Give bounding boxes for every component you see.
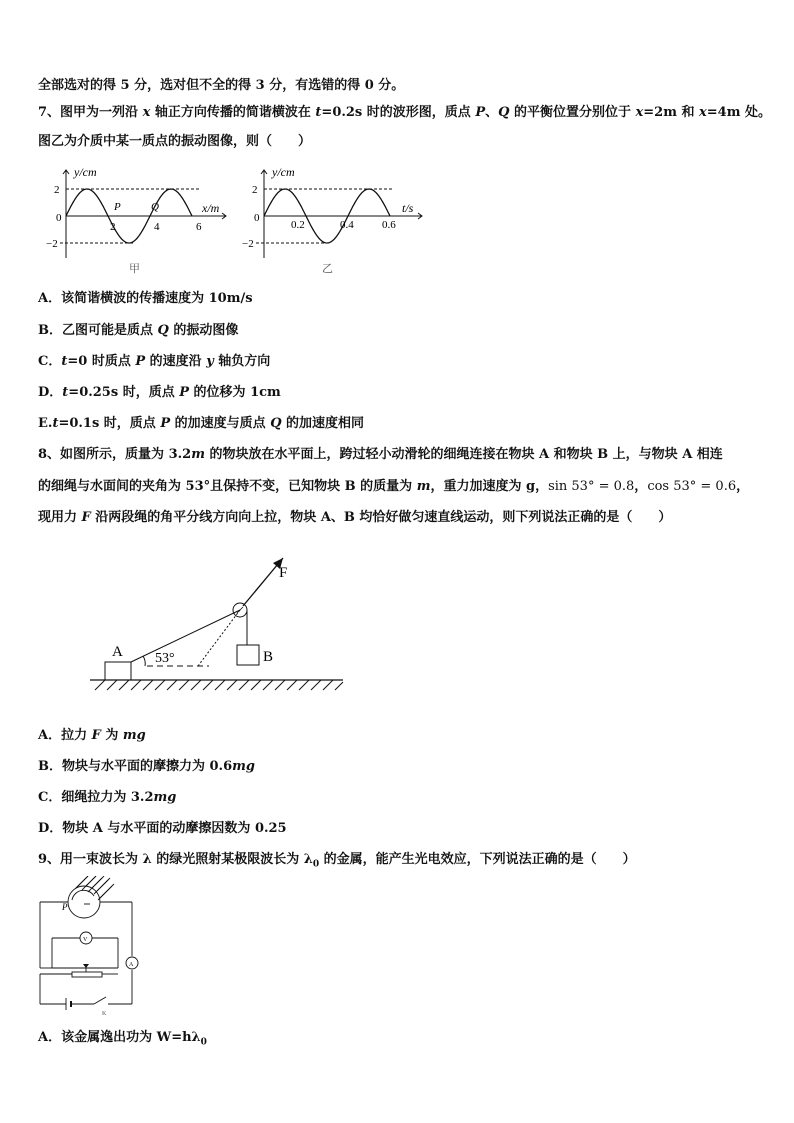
block-A (105, 662, 131, 680)
tick-t04: 0.4 (340, 219, 354, 231)
q7-stem-line2: 图乙为介质中某一质点的振动图像，则（ ） (38, 134, 312, 149)
q8-stem-line3: 现用力 F 沿两段绳的角平分线方向向上拉，物块 A、B 均恰好做匀速直线运动，则下列说法正确的是（ ） (38, 510, 672, 525)
tick-neg2: −2 (46, 238, 58, 250)
x-label: x/m (202, 201, 220, 215)
y-label: y/cm (74, 165, 97, 179)
caption-yi: 乙 (322, 263, 333, 275)
tick-t06: 0.6 (382, 219, 396, 231)
q7-graph-yi (236, 160, 436, 278)
slider-arrow (83, 964, 89, 968)
q9-option-a: A．该金属逸出功为 $W=h\lambda_0$ (38, 1030, 207, 1048)
point-P: P (114, 201, 121, 213)
q7-graph-jia (40, 160, 240, 278)
tick-0: 0 (254, 212, 260, 224)
tick-2: 2 (54, 184, 60, 196)
label-F: F (279, 565, 288, 581)
q9-stem-line1: 9、用一束波长为 λ 的绿光照射某极限波长为 $\lambda_0$ 的金属，能产生光电效应，下列说法正确的是（ ） (38, 852, 636, 870)
q7-option-e: E.t=0.1s 时，质点 P 的加速度与质点 Q 的加速度相同 (38, 416, 365, 431)
q8-option-c: C．细绳拉力为 3.2mg (38, 790, 177, 805)
label-A: A (112, 644, 123, 660)
tick-x4: 4 (154, 221, 160, 233)
point-Q: Q (151, 201, 159, 213)
tick-t02: 0.2 (291, 219, 305, 231)
label-P: P (62, 902, 68, 912)
label-B: B (263, 649, 274, 665)
q7-option-c: C．t=0 时质点 P 的速度沿 y 轴负方向 (38, 354, 271, 369)
t-label: t/s (402, 201, 414, 215)
tick-2: 2 (252, 184, 258, 196)
angle-bisector (198, 610, 240, 666)
rope-to-A (131, 610, 240, 662)
q7-option-d: D．t=0.25s 时，质点 P 的位移为 1cm (38, 385, 281, 400)
q7-option-b: B．乙图可能是质点 Q 的振动图像 (38, 323, 239, 338)
label-K: K (102, 1011, 107, 1016)
caption-jia: 甲 (129, 263, 140, 275)
ground-hatch (95, 680, 343, 690)
switch (94, 997, 106, 1004)
q8-stem-line1: 8、如图所示，质量为 3.2m 的物块放在水平面上，跨过轻小动滑轮的细绳连接在物块 A 和物块 B 上，与物块 A 相连 (38, 447, 723, 462)
q8-stem-line2: 的细绳与水面间的夹角为 53°且保持不变，已知物块 B 的质量为 m，重力加速度为 g，sin 53° = 0.8，cos 53° = 0.6， (38, 479, 750, 494)
q9-circuit (36, 876, 146, 1016)
label-A: A (129, 962, 134, 968)
label-angle: 53° (155, 651, 175, 666)
q8-option-d: D．物块 A 与水平面的动摩擦因数为 0.25 (38, 821, 287, 836)
q7-option-a: A．该简谐横波的传播速度为 10m/s (38, 291, 253, 306)
q8-figure (85, 548, 350, 698)
tick-0: 0 (56, 212, 62, 224)
tick-x2: 2 (110, 221, 116, 233)
q8-option-a: A．拉力 F 为 mg (38, 728, 146, 743)
intro-text: 全部选对的得 5 分，选对但不全的得 3 分，有选错的得 0 分。 (38, 78, 405, 93)
block-B (237, 645, 259, 665)
q7-stem-line1: 7、图甲为一列沿 x 轴正方向传播的简谐横波在 t=0.2s 时的波形图，质点 P、Q 的平衡位置分别位于 x=2m 和 x=4m 处。 (38, 105, 772, 120)
photocell-tube (68, 886, 100, 918)
tick-x6: 6 (196, 221, 202, 233)
y-label: y/cm (272, 165, 295, 179)
angle-arc (143, 656, 145, 666)
tick-neg2: −2 (242, 238, 254, 250)
label-V: V (83, 937, 88, 943)
rheostat (72, 972, 102, 977)
q8-option-b: B．物块与水平面的摩擦力为 0.6mg (38, 759, 255, 774)
